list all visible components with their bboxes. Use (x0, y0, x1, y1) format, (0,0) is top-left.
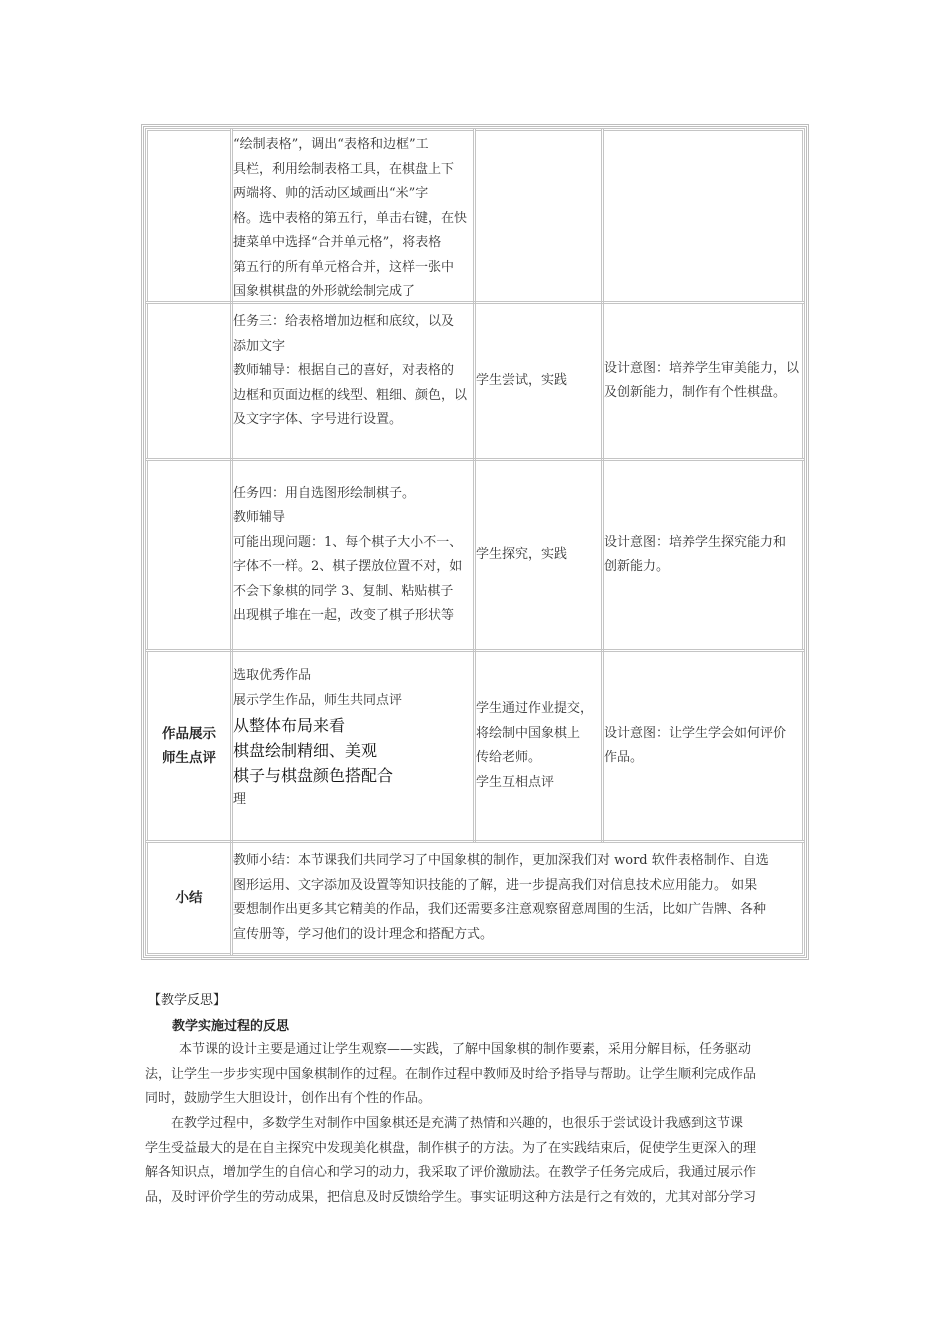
evaluation-point: 棋盘绘制精细、美观 (233, 741, 378, 760)
intent-line: 作品。 (604, 750, 644, 765)
row4-intent-cell (601, 649, 805, 843)
student-activity: 将绘制中国象棋上 (476, 725, 581, 741)
content-line: 任务四：用自选图形绘制棋子。 (233, 485, 416, 501)
row2-intent-cell (601, 301, 805, 461)
reflection-subheading: 教学实施过程的反思 (172, 1019, 290, 1034)
student-activity: 学生尝试，实践 (476, 372, 568, 388)
row4-label-cell (145, 649, 233, 843)
intent-line: 设计意图：让学生学会如何评价 (604, 725, 787, 741)
student-activity: 传给老师。 (476, 750, 542, 765)
student-activity: 学生互相点评 (476, 774, 555, 790)
content-line: 字体不一样。2、棋子摆放位置不对，如 (233, 559, 463, 574)
summary-line: 图形运用、文字添加及设置等知识技能的了解，进一步提高我们对信息技术应用能力。 如果 (233, 877, 758, 893)
student-activity: 学生通过作业提交， (476, 701, 594, 716)
content-line: “绘制表格”，调出“表格和边框”工 (233, 137, 429, 152)
stage-label: 小结 (175, 889, 203, 906)
content-line: 格。选中表格的第五行，单击右键，在快 (233, 210, 468, 226)
content-line: 捷菜单中选择“合并单元格”，将表格 (233, 235, 442, 250)
content-line: 第五行的所有单元格合并，这样一张中 (233, 259, 455, 275)
paragraph-line: 在教学过程中，多数学生对制作中国象棋还是充满了热情和兴趣的，也很乐于尝试设计我感到这节课 (171, 1116, 744, 1131)
evaluation-point: 棋子与棋盘颜色搭配合 (233, 766, 394, 785)
content-line: 国象棋棋盘的外形就绘制完成了 (233, 284, 416, 299)
content-line: 选取优秀作品 (233, 668, 312, 683)
stage-label: 师生点评 (162, 750, 216, 766)
intent-line: 设计意图：培养学生审美能力，以 (604, 360, 800, 376)
reflection-heading: 【教学反思】 (148, 993, 227, 1008)
content-line: 边框和页面边框的线型、粗细、颜色，以 (233, 387, 468, 403)
stage-label: 作品展示 (162, 725, 216, 742)
content-line: 展示学生作品，师生共同点评 (233, 692, 403, 708)
reflection-paragraph-2 (145, 1112, 810, 1210)
row2-student-cell (473, 301, 604, 461)
row4-content-cell (230, 649, 476, 843)
content-line: 两端将、帅的活动区域画出“米”字 (233, 186, 429, 201)
intent-line: 设计意图：培养学生探究能力和 (604, 534, 787, 550)
row1-content-cell (230, 128, 476, 304)
row3-student-cell (473, 458, 604, 652)
content-line: 及文字字体、字号进行设置。 (233, 412, 403, 427)
content-line: 教师辅导：根据自己的喜好，对表格的 (233, 363, 455, 378)
content-line: 具栏，利用绘制表格工具，在棋盘上下 (233, 161, 455, 177)
row3-intent-cell (601, 458, 805, 652)
content-line: 教师辅导 (233, 510, 286, 525)
row1-intent-cell (601, 128, 805, 304)
row1-label-cell (145, 128, 233, 304)
content-line: 任务三：给表格增加边框和底纹，以及 (233, 314, 455, 329)
row1-student-cell (473, 128, 604, 304)
content-line: 出现棋子堆在一起，改变了棋子形状等 (233, 608, 455, 623)
reflection-paragraph-1 (145, 1038, 810, 1112)
content-line: 添加文字 (233, 338, 286, 354)
paragraph-line: 学生受益最大的是在自主探究中发现美化棋盘，制作棋子的方法。为了在实践结束后，促使学生更深入的理 (145, 1140, 757, 1156)
student-activity: 学生探究，实践 (476, 546, 568, 562)
content-line: 不会下象棋的同学 3、复制、粘贴棋子 (233, 583, 454, 599)
intent-line: 及创新能力，制作有个性棋盘。 (604, 385, 787, 400)
paragraph-line: 品，及时评价学生的劳动成果，把信息及时反馈给学生。事实证明这种方法是行之有效的，尤其对部分学习 (145, 1189, 757, 1205)
row5-summary-cell (230, 840, 805, 956)
content-line: 理 (233, 792, 247, 807)
content-line: 可能出现问题：1、每个棋子大小不一、 (233, 534, 463, 550)
row5-label-cell (145, 840, 233, 956)
summary-line: 要想制作出更多其它精美的作品，我们还需要多注意观察留意周围的生活，比如广告牌、各种 (233, 902, 767, 917)
row2-label-cell (145, 301, 233, 461)
intent-line: 创新能力。 (604, 559, 670, 574)
evaluation-point: 从整体布局来看 (233, 716, 346, 735)
paragraph-line: 法，让学生一步步实现中国象棋制作的过程。在制作过程中教师及时给予指导与帮助。让学生顺利完成作品 (145, 1066, 757, 1082)
summary-line: 教师小结：本节课我们共同学习了中国象棋的制作，更加深我们对 word 软件表格制作、自选 (233, 853, 769, 868)
paragraph-line: 同时，鼓励学生大胆设计，创作出有个性的作品。 (145, 1091, 432, 1106)
paragraph-line: 本节课的设计主要是通过让学生观察——实践，了解中国象棋的制作要素，采用分解目标，任务驱动 (179, 1042, 752, 1057)
row3-content-cell (230, 458, 476, 652)
row4-student-cell (473, 649, 604, 843)
summary-line: 宣传册等，学习他们的设计理念和搭配方式。 (233, 926, 494, 942)
paragraph-line: 解各知识点，增加学生的自信心和学习的动力，我采取了评价激励法。在教学子任务完成后，我通过展示作 (145, 1165, 757, 1180)
row3-label-cell (145, 458, 233, 652)
row2-content-cell (230, 301, 476, 461)
